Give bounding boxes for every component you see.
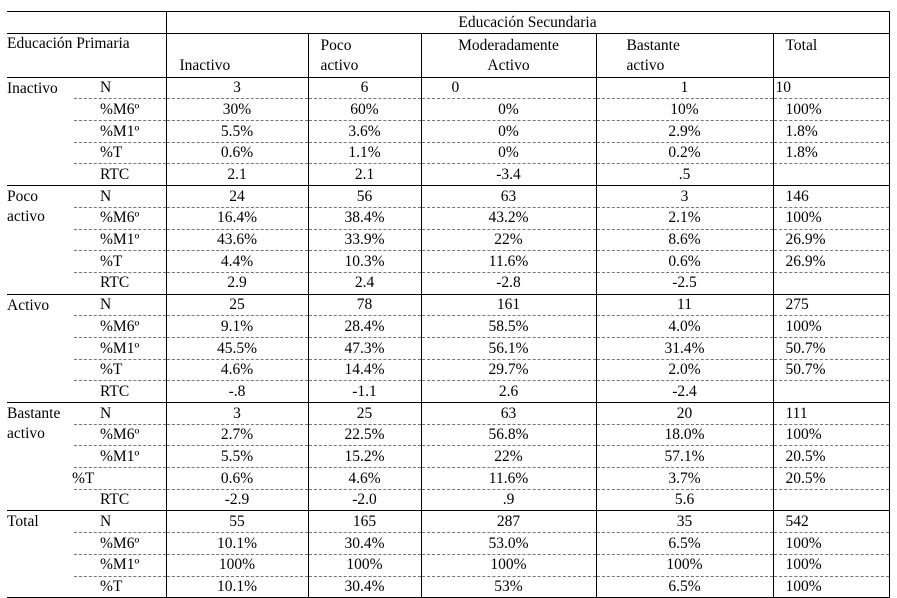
column-header-bastante-activo: Bastante activo xyxy=(596,33,773,77)
value-cell: 26.9% xyxy=(773,229,889,251)
value-cell: 33.9% xyxy=(308,229,421,251)
table-body xyxy=(7,12,889,598)
value-cell: 2.9% xyxy=(596,121,773,143)
value-cell: 100% xyxy=(773,207,889,229)
corner-cell xyxy=(7,12,166,34)
table-row xyxy=(7,554,889,576)
value-cell: 25 xyxy=(166,294,308,316)
value-cell xyxy=(773,164,889,186)
value-cell: 15.2% xyxy=(308,446,421,468)
value-cell: 50.7% xyxy=(773,337,889,359)
value-cell: 43.6% xyxy=(166,229,308,251)
value-cell: 4.6% xyxy=(166,359,308,381)
value-cell: 100% xyxy=(773,533,889,555)
value-cell: 29.7% xyxy=(421,359,596,381)
value-cell: -2.5 xyxy=(596,272,773,294)
stat-label: N xyxy=(74,77,166,99)
stat-label: %M1º xyxy=(74,554,166,576)
value-cell: 1 xyxy=(596,77,773,99)
value-cell: 53% xyxy=(421,576,596,598)
value-cell: 5.5% xyxy=(166,446,308,468)
value-cell: 100% xyxy=(773,424,889,446)
value-cell: 5.5% xyxy=(166,121,308,143)
stat-label: %M1º xyxy=(74,446,166,468)
stat-label: %T xyxy=(74,359,166,381)
stat-label: %T xyxy=(74,142,166,164)
table-row xyxy=(7,403,889,425)
table-row xyxy=(7,576,889,598)
value-cell: 100% xyxy=(166,554,308,576)
table-row xyxy=(7,489,889,511)
value-cell xyxy=(773,489,889,511)
stat-label: N xyxy=(74,186,166,208)
value-cell: 11.6% xyxy=(421,251,596,273)
value-cell: 3.6% xyxy=(308,121,421,143)
table-row xyxy=(7,99,889,121)
value-cell: 60% xyxy=(308,99,421,121)
primary-title: Educación Primaria xyxy=(7,33,166,77)
table-row xyxy=(7,468,889,490)
table-row xyxy=(7,381,889,403)
column-header-total: Total xyxy=(773,33,889,77)
value-cell: 10.1% xyxy=(166,576,308,598)
value-cell: 25 xyxy=(308,403,421,425)
stat-label: %M6º xyxy=(74,99,166,121)
value-cell: 50.7% xyxy=(773,359,889,381)
value-cell: 100% xyxy=(596,554,773,576)
value-cell: 10.3% xyxy=(308,251,421,273)
value-cell: 2.7% xyxy=(166,424,308,446)
secondary-title-row xyxy=(7,12,889,34)
value-cell: 2.1% xyxy=(596,207,773,229)
table-row xyxy=(7,359,889,381)
value-cell: 100% xyxy=(773,576,889,598)
value-cell: 56.1% xyxy=(421,337,596,359)
value-cell: .5 xyxy=(596,164,773,186)
table-row xyxy=(7,337,889,359)
column-header-row xyxy=(7,33,889,77)
value-cell: 165 xyxy=(308,511,421,533)
value-cell: 11.6% xyxy=(421,468,596,490)
value-cell: -2.8 xyxy=(421,272,596,294)
table-row xyxy=(7,186,889,208)
value-cell: 6.5% xyxy=(596,576,773,598)
value-cell: 3 xyxy=(166,77,308,99)
value-cell: 43.2% xyxy=(421,207,596,229)
value-cell: 78 xyxy=(308,294,421,316)
value-cell xyxy=(773,381,889,403)
value-cell: 146 xyxy=(773,186,889,208)
value-cell: 9.1% xyxy=(166,316,308,338)
value-cell xyxy=(773,272,889,294)
value-cell: 10 xyxy=(773,77,889,99)
value-cell: -1.1 xyxy=(308,381,421,403)
value-cell: 6 xyxy=(308,77,421,99)
value-cell: 53.0% xyxy=(421,533,596,555)
group-label: Inactivo xyxy=(7,77,74,185)
stat-label: N xyxy=(74,294,166,316)
value-cell: 5.6 xyxy=(596,489,773,511)
value-cell: 275 xyxy=(773,294,889,316)
column-header-inactivo: Inactivo xyxy=(166,33,308,77)
value-cell: 63 xyxy=(421,186,596,208)
value-cell: 100% xyxy=(773,316,889,338)
value-cell: 6.5% xyxy=(596,533,773,555)
value-cell: 0% xyxy=(421,99,596,121)
value-cell: -3.4 xyxy=(421,164,596,186)
value-cell: 10.1% xyxy=(166,533,308,555)
value-cell: 55 xyxy=(166,511,308,533)
value-cell: 18.0% xyxy=(596,424,773,446)
value-cell: 10% xyxy=(596,99,773,121)
stat-label: %M6º xyxy=(74,207,166,229)
table-row xyxy=(7,207,889,229)
value-cell: 2.0% xyxy=(596,359,773,381)
table-row xyxy=(7,446,889,468)
value-cell: 0 xyxy=(421,77,596,99)
value-cell: 57.1% xyxy=(596,446,773,468)
stat-label: %T xyxy=(74,251,166,273)
value-cell: 11 xyxy=(596,294,773,316)
value-cell: 0.2% xyxy=(596,142,773,164)
value-cell: 3 xyxy=(596,186,773,208)
value-cell: 38.4% xyxy=(308,207,421,229)
stat-label: %M1º xyxy=(74,337,166,359)
value-cell: 542 xyxy=(773,511,889,533)
value-cell: 20 xyxy=(596,403,773,425)
value-cell: 30% xyxy=(166,99,308,121)
table-row xyxy=(7,424,889,446)
value-cell: 8.6% xyxy=(596,229,773,251)
stat-label: RTC xyxy=(74,489,166,511)
value-cell: 3 xyxy=(166,403,308,425)
stat-label: %T xyxy=(74,576,166,598)
stat-label: RTC xyxy=(74,272,166,294)
value-cell: 0% xyxy=(421,121,596,143)
column-header-poco-activo: Poco activo xyxy=(308,33,421,77)
value-cell: 3.7% xyxy=(596,468,773,490)
group-label: Bastante activo xyxy=(7,403,74,511)
value-cell: -2.0 xyxy=(308,489,421,511)
value-cell: 4.6% xyxy=(308,468,421,490)
value-cell: 111 xyxy=(773,403,889,425)
value-cell: 14.4% xyxy=(308,359,421,381)
value-cell: -.8 xyxy=(166,381,308,403)
value-cell: 47.3% xyxy=(308,337,421,359)
value-cell: 22% xyxy=(421,446,596,468)
group-label: Activo xyxy=(7,294,74,402)
table-row xyxy=(7,533,889,555)
value-cell: 2.6 xyxy=(421,381,596,403)
value-cell: 2.9 xyxy=(166,272,308,294)
value-cell: 16.4% xyxy=(166,207,308,229)
table-row xyxy=(7,511,889,533)
value-cell: 1.8% xyxy=(773,142,889,164)
table-row xyxy=(7,294,889,316)
value-cell: 4.0% xyxy=(596,316,773,338)
secondary-title: Educación Secundaria xyxy=(166,12,889,34)
group-label: Total xyxy=(7,511,74,598)
group-label: Poco activo xyxy=(7,186,74,294)
stat-label: N xyxy=(74,403,166,425)
value-cell: 20.5% xyxy=(773,446,889,468)
value-cell: 20.5% xyxy=(773,468,889,490)
value-cell: 63 xyxy=(421,403,596,425)
stat-label: %M1º xyxy=(74,229,166,251)
stat-label: %M6º xyxy=(74,316,166,338)
value-cell: -2.4 xyxy=(596,381,773,403)
value-cell: 28.4% xyxy=(308,316,421,338)
stat-label: %T xyxy=(72,468,164,490)
stat-label: RTC xyxy=(74,381,166,403)
value-cell: 0.6% xyxy=(166,468,308,490)
crosstab-table xyxy=(7,11,890,598)
value-cell: 1.8% xyxy=(773,121,889,143)
value-cell: 2.1 xyxy=(308,164,421,186)
value-cell: 56.8% xyxy=(421,424,596,446)
value-cell: 26.9% xyxy=(773,251,889,273)
table-row xyxy=(7,272,889,294)
value-cell: 287 xyxy=(421,511,596,533)
column-header-moderadamente-activo: Moderadamente Activo xyxy=(421,33,596,77)
value-cell: 31.4% xyxy=(596,337,773,359)
value-cell: 2.1 xyxy=(166,164,308,186)
stat-label: N xyxy=(74,511,166,533)
table-row xyxy=(7,316,889,338)
value-cell: 2.4 xyxy=(308,272,421,294)
stat-label: RTC xyxy=(74,164,166,186)
table-row xyxy=(7,121,889,143)
value-cell: 30.4% xyxy=(308,576,421,598)
value-cell: 100% xyxy=(308,554,421,576)
stat-label: %M6º xyxy=(74,424,166,446)
value-cell: 161 xyxy=(421,294,596,316)
crosstab-container xyxy=(7,11,890,598)
value-cell: 0.6% xyxy=(596,251,773,273)
value-cell: 1.1% xyxy=(308,142,421,164)
value-cell: 24 xyxy=(166,186,308,208)
value-cell: 22% xyxy=(421,229,596,251)
value-cell: 100% xyxy=(773,554,889,576)
value-cell: 100% xyxy=(421,554,596,576)
value-cell: 58.5% xyxy=(421,316,596,338)
value-cell: 0% xyxy=(421,142,596,164)
value-cell: 30.4% xyxy=(308,533,421,555)
table-row xyxy=(7,77,889,99)
value-cell: 0.6% xyxy=(166,142,308,164)
table-row xyxy=(7,229,889,251)
value-cell: .9 xyxy=(421,489,596,511)
value-cell: 4.4% xyxy=(166,251,308,273)
value-cell: 35 xyxy=(596,511,773,533)
table-row xyxy=(7,142,889,164)
value-cell: 100% xyxy=(773,99,889,121)
table-row xyxy=(7,251,889,273)
value-cell: 22.5% xyxy=(308,424,421,446)
table-row xyxy=(7,164,889,186)
value-cell: -2.9 xyxy=(166,489,308,511)
value-cell: 56 xyxy=(308,186,421,208)
stat-label: %M6º xyxy=(74,533,166,555)
value-cell: 45.5% xyxy=(166,337,308,359)
stat-label: %M1º xyxy=(74,121,166,143)
